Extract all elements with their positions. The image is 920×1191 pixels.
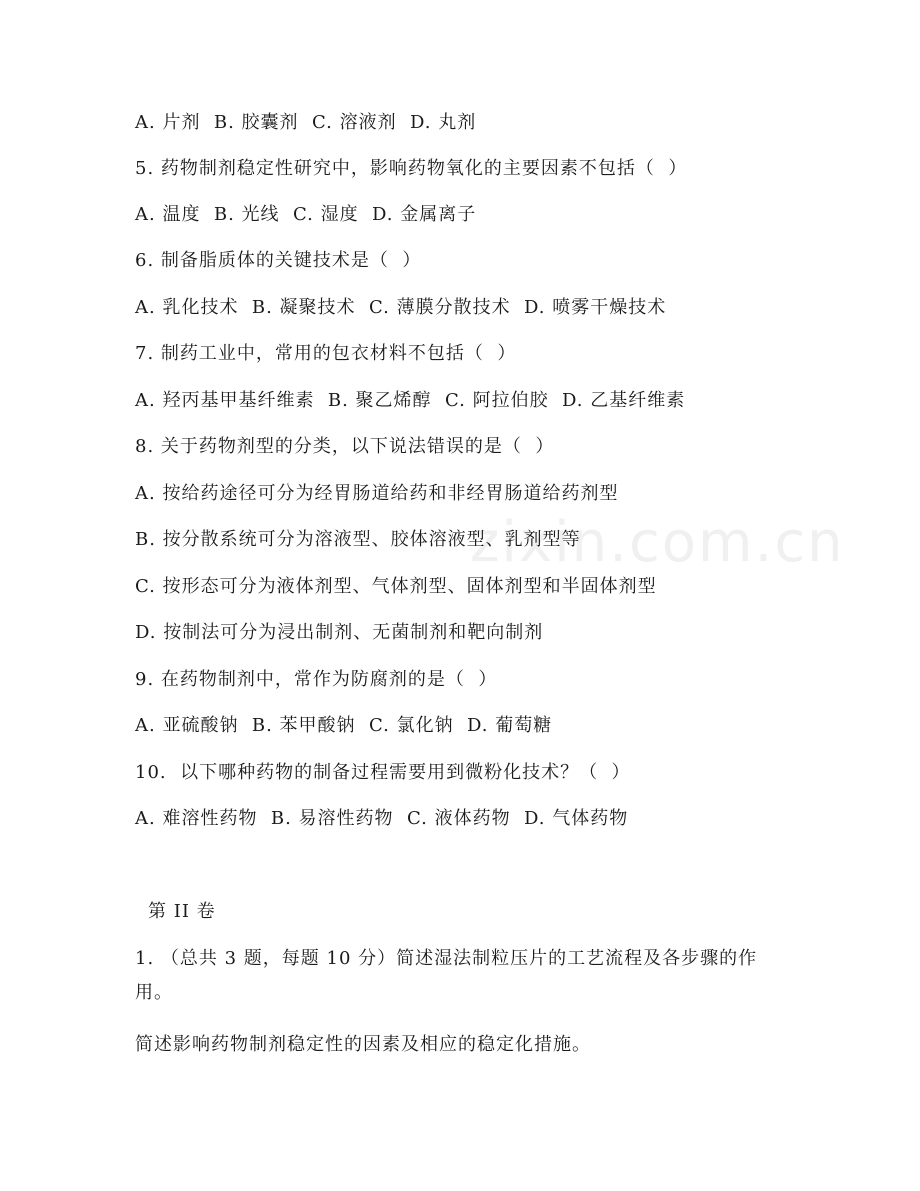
q6-options: A. 乳化技术 B. 凝聚技术 C. 薄膜分散技术 D. 喷雾干燥技术 xyxy=(135,297,667,318)
q8-question: 8. 关于药物剂型的分类，以下说法错误的是（ ） xyxy=(135,436,555,457)
q6-question: 6. 制备脂质体的关键技术是（ ） xyxy=(135,250,422,271)
q8-option-b: B. 按分散系统可分为溶液型、胶体溶液型、乳剂型等 xyxy=(135,529,581,550)
q7-question: 7. 制药工业中，常用的包衣材料不包括（ ） xyxy=(135,343,517,364)
q7-options: A. 羟丙基甲基纤维素 B. 聚乙烯醇 C. 阿拉伯胶 D. 乙基纤维素 xyxy=(135,390,686,411)
essay-question-2: 简述影响药物制剂稳定性的因素及相应的稳定化措施。 xyxy=(135,1034,591,1055)
watermark: zixin.com.cn xyxy=(470,510,845,575)
q9-options: A. 亚硫酸钠 B. 苯甲酸钠 C. 氯化钠 D. 葡萄糖 xyxy=(135,715,553,736)
essay-question-1: 1. （总共 3 题，每题 10 分）简述湿法制粒压片的工艺流程及各步骤的作用。 xyxy=(135,948,758,1003)
q8-option-c: C. 按形态可分为液体剂型、气体剂型、固体剂型和半固体剂型 xyxy=(135,576,657,597)
q5-options: A. 温度 B. 光线 C. 湿度 D. 金属离子 xyxy=(135,204,477,225)
q4-options: A. 片剂 B. 胶囊剂 C. 溶液剂 D. 丸剂 xyxy=(135,112,477,133)
q5-question: 5. 药物制剂稳定性研究中，影响药物氧化的主要因素不包括（ ） xyxy=(135,158,688,179)
q8-option-d: D. 按制法可分为浸出制剂、无菌制剂和靶向制剂 xyxy=(135,622,544,643)
section-title: 第 II 卷 xyxy=(148,901,216,922)
q10-question: 10. 以下哪种药物的制备过程需要用到微粉化技术？（ ） xyxy=(135,762,631,783)
q10-options: A. 难溶性药物 B. 易溶性药物 C. 液体药物 D. 气体药物 xyxy=(135,808,629,829)
q9-question: 9. 在药物制剂中，常作为防腐剂的是（ ） xyxy=(135,669,498,690)
q8-option-a: A. 按给药途径可分为经胃肠道给药和非经胃肠道给药剂型 xyxy=(135,483,619,504)
